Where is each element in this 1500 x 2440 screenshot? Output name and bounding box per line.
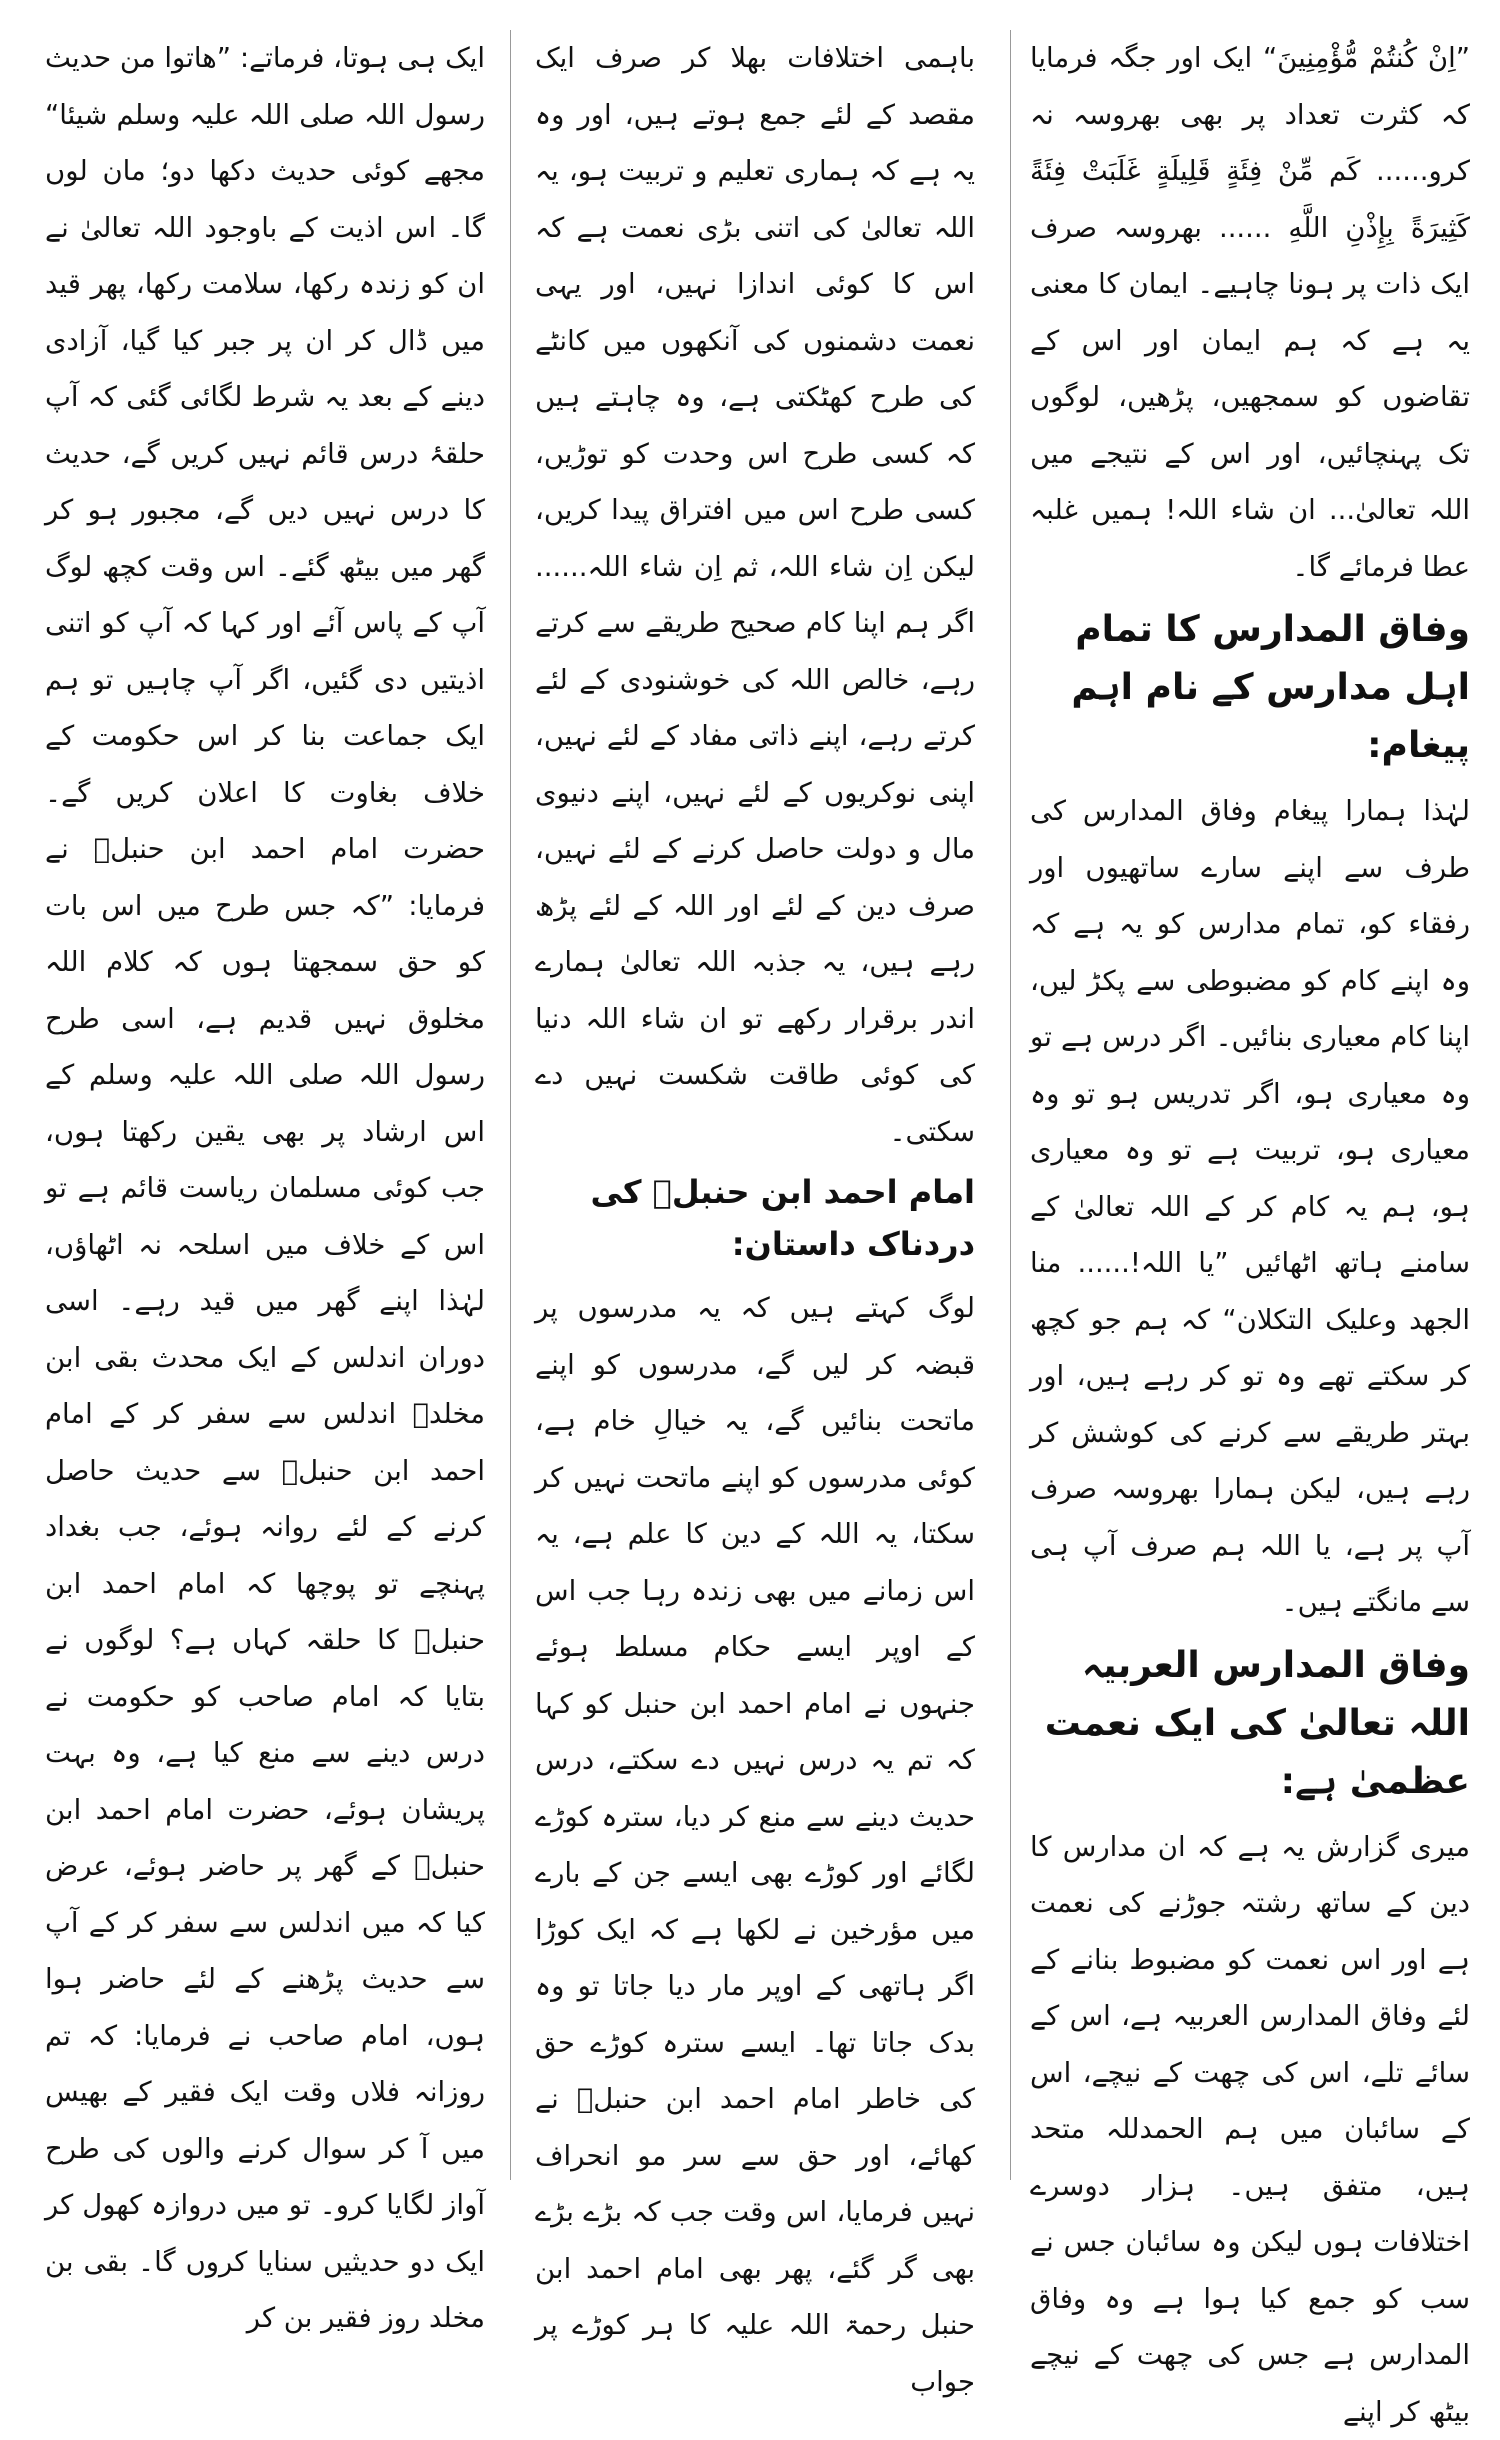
section-heading: وفاق المدارس العربیہ اللہ تعالیٰ کی ایک نعمت عظمیٰ ہے: [1030,1637,1470,1811]
paragraph: لہٰذا ہمارا پیغام وفاق المدارس کی طرف سے اپنے سارے ساتھیوں اور رفقاء کو، تمام مدارس کو یہ ہے کہ وہ اپنے کام کو مضبوطی سے پکڑ لیں، اپنا کام معیاری بنائیں۔ اگر درس ہے تو وہ معیاری ہو، اگر تدریس ہو تو وہ معیاری ہو، تربیت ہے تو وہ معیاری ہو، ہم یہ کام کر کے اللہ تعالیٰ کے سامنے ہاتھ اٹھائیں ”یا اللہ!...... منا الجهد وعلیک التکلان“ کہ ہم جو کچھ کر سکتے تھے وہ تو کر رہے ہیں، اور بہتر طریقے سے کرنے کی کوشش کر رہے ہیں، لیکن ہمارا بھروسہ صرف آپ پر ہے، یا اللہ ہم صرف آپ ہی سے مانگتے ہیں۔ [1030,783,1470,1631]
paragraph: باہمی اختلافات بھلا کر صرف ایک مقصد کے لئے جمع ہوتے ہیں، اور وہ یہ ہے کہ ہماری تعلیم و تربیت ہو، یہ اللہ تعالیٰ کی اتنی بڑی نعمت ہے کہ اس کا کوئی اندازا نہیں، اور یہی نعمت دشمنوں کی آنکھوں میں کانٹے کی طرح کھٹکتی ہے، وہ چاہتے ہیں کہ کسی طرح اس وحدت کو توڑیں، کسی طرح اس میں افتراق پیدا کریں، لیکن اِن شاء اللہ، ثم اِن شاء اللہ...... اگر ہم اپنا کام صحیح طریقے سے کرتے رہے، خالص اللہ کی خوشنودی کے لئے کرتے رہے، اپنے ذاتی مفاد کے لئے نہیں، اپنی نوکریوں کے لئے نہیں، اپنے دنیوی مال و دولت حاصل کرنے کے لئے نہیں، صرف دین کے لئے اور اللہ کے لئے پڑھ رہے ہیں، یہ جذبہ اللہ تعالیٰ ہمارے اندر برقرار رکھے تو ان شاء اللہ دنیا کی کوئی طاقت شکست نہیں دے سکتی۔ [535,30,975,1160]
paragraph: ”اِنْ كُنتُمْ مُّؤْمِنِينَ“ ایک اور جگہ فرمایا کہ کثرت تعداد پر بھی بھروسہ نہ کرو...... كَم مِّنْ فِئَةٍ قَلِيلَةٍ غَلَبَتْ فِئَةً كَثِيرَةً بِإِذْنِ اللَّهِ ...... بھروسہ صرف ایک ذات پر ہونا چاہیے۔ ایمان کا معنی یہ ہے کہ ہم ایمان اور اس کے تقاضوں کو سمجھیں، پڑھیں، لوگوں تک پہنچائیں، اور اس کے نتیجے میں اللہ تعالیٰ... ان شاء اللہ! ہمیں غلبہ عطا فرمائے گا۔ [1030,30,1470,595]
section-heading: امام احمد ابن حنبلؒ کی دردناک داستان: [535,1166,975,1270]
section-heading: وفاق المدارس کا تمام اہل مدارس کے نام اہم پیغام: [1030,601,1470,775]
paragraph: میری گزارش یہ ہے کہ ان مدارس کا دین کے ساتھ رشتہ جوڑنے کی نعمت ہے اور اس نعمت کو مضبوط بنانے کے لئے وفاق المدارس العربیہ ہے، اس کے سائے تلے، اس کی چھت کے نیچے، اس کے سائبان میں ہم الحمدللہ متحد ہیں، متفق ہیں۔ ہزار دوسرے اختلافات ہوں لیکن وہ سائبان جس نے سب کو جمع کیا ہوا ہے وہ وفاق المدارس ہے جس کی چھت کے نیچے بیٹھ کر اپنے [1030,1819,1470,2440]
column-left [45,30,485,2180]
column-right [1030,30,1470,2180]
column-middle [535,30,975,2180]
paragraph: لوگ کہتے ہیں کہ یہ مدرسوں پر قبضہ کر لیں گے، مدرسوں کو اپنے ماتحت بنائیں گے، یہ خیالِ خام ہے، کوئی مدرسوں کو اپنے ماتحت نہیں کر سکتا، یہ اللہ کے دین کا علم ہے، یہ اس زمانے میں بھی زندہ رہا جب اس کے اوپر ایسے حکام مسلط ہوئے جنہوں نے امام احمد ابن حنبل کو کہا کہ تم یہ درس نہیں دے سکتے، درس حدیث دینے سے منع کر دیا، سترہ کوڑے لگائے اور کوڑے بھی ایسے جن کے بارے میں مؤرخین نے لکھا ہے کہ ایک کوڑا اگر ہاتھی کے اوپر مار دیا جاتا تو وہ بدک جاتا تھا۔ ایسے سترہ کوڑے حق کی خاطر امام احمد ابن حنبلؒ نے کھائے، اور حق سے سر مو انحراف نہیں فرمایا، اس وقت جب کہ بڑے بڑے بھی گر گئے، پھر بھی امام احمد ابن حنبل رحمۃ اللہ علیہ کا ہر کوڑے پر جواب [535,1280,975,2410]
column-divider [1010,30,1011,2180]
paragraph: ایک ہی ہوتا، فرماتے: ”ھاتوا من حدیث رسول اللہ صلی اللہ علیہ وسلم شیئا“ مجھے کوئی حدیث دکھا دو؛ مان لوں گا۔ اس اذیت کے باوجود اللہ تعالیٰ نے ان کو زندہ رکھا، سلامت رکھا، پھر قید میں ڈال کر ان پر جبر کیا گیا، آزادی دینے کے بعد یہ شرط لگائی گئی کہ آپ حلقۂ درس قائم نہیں کریں گے، حدیث کا درس نہیں دیں گے، مجبور ہو کر گھر میں بیٹھ گئے۔ اس وقت کچھ لوگ آپ کے پاس آئے اور کہا کہ آپ کو اتنی اذیتیں دی گئیں، اگر آپ چاہیں تو ہم ایک جماعت بنا کر اس حکومت کے خلاف بغاوت کا اعلان کریں گے۔ حضرت امام احمد ابن حنبلؒ نے فرمایا: ”کہ جس طرح میں اس بات کو حق سمجھتا ہوں کہ کلام اللہ مخلوق نہیں قدیم ہے، اسی طرح رسول اللہ صلی اللہ علیہ وسلم کے اس ارشاد پر بھی یقین رکھتا ہوں، جب کوئی مسلمان ریاست قائم ہے تو اس کے خلاف میں اسلحہ نہ اٹھاؤں، لہٰذا اپنے گھر میں قید رہے۔ اسی دوران اندلس کے ایک محدث بقی ابن مخلدؒ اندلس سے سفر کر کے امام احمد ابن حنبلؒ سے حدیث حاصل کرنے کے لئے روانہ ہوئے، جب بغداد پہنچے تو پوچھا کہ امام احمد ابن حنبلؒ کا حلقہ کہاں ہے؟ لوگوں نے بتایا کہ امام صاحب کو حکومت نے درس دینے سے منع کیا ہے، وہ بہت پریشان ہوئے، حضرت امام احمد ابن حنبلؒ کے گھر پر حاضر ہوئے، عرض کیا کہ میں اندلس سے سفر کر کے آپ سے حدیث پڑھنے کے لئے حاضر ہوا ہوں، امام صاحب نے فرمایا: کہ تم روزانہ فلاں وقت ایک فقیر کے بھیس میں آ کر سوال کرنے والوں کی طرح آواز لگایا کرو۔ تو میں دروازہ کھول کر ایک دو حدیثیں سنایا کروں گا۔ بقی بن مخلد روز فقیر بن کر [45,30,485,2347]
column-divider [510,30,511,2180]
